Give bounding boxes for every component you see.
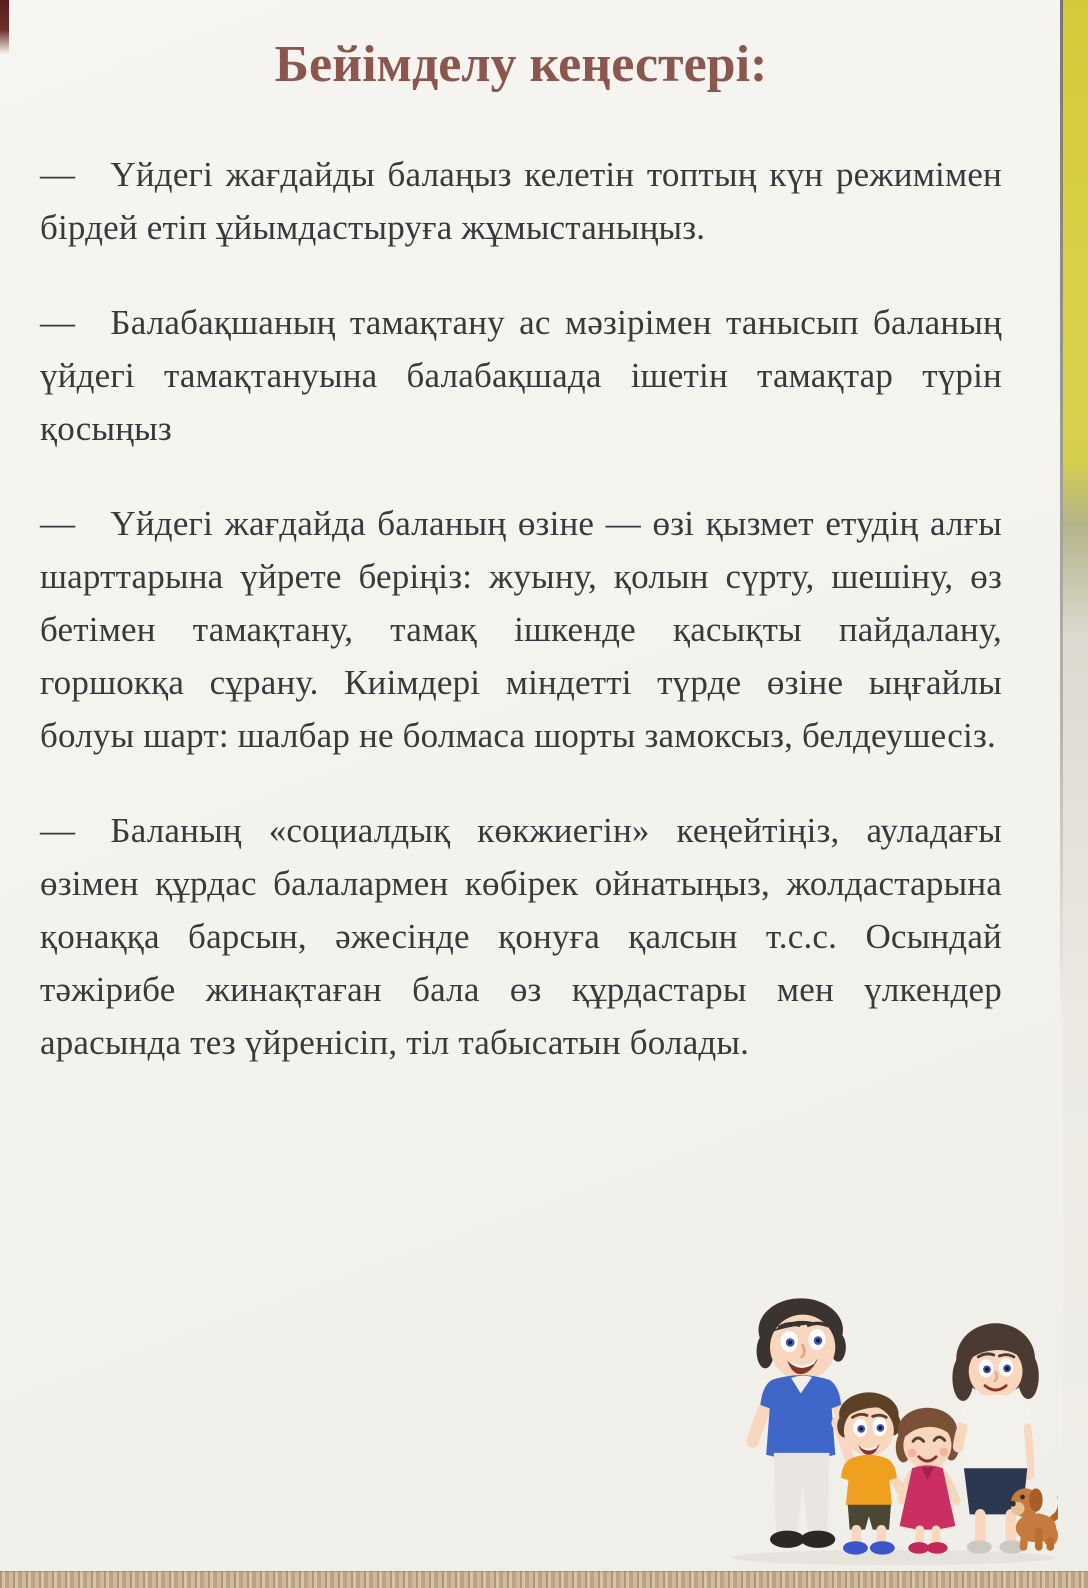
paragraph-social-horizon: — Баланың «социалдық көкжиегін» кеңейтіңіз, ауладағы өзімен құрдас балалармен көбірек ойнатыңыз, жолдастарына қонаққа барсын, әжесінде қонуға қалсын т.с.с. Осындай тәжірибе жинақтаған бала өз құрдастары мен үлкендер арасында тез үйренісіп, тіл табысатын болады. (40, 811, 1002, 1063)
yellow-mat-edge (1063, 0, 1088, 1588)
boy-figure (831, 1392, 904, 1554)
puppy-figure (1010, 1488, 1058, 1547)
family-illustration (722, 1282, 1058, 1570)
wooden-table-edge (0, 1571, 1088, 1588)
girl-figure (896, 1408, 959, 1554)
corner-shadow-mark (0, 0, 9, 54)
paragraph-self-service: — Үйдегі жағдайда баланың өзіне — өзі қызмет етудің алғы шарттарына үйрете беріңіз: жуыну, қолын сүрту, шешіну, өз бетімен тамақтану, тамақ ішкенде қасықты пайдалану, горшокқа сұрану. Киімдері міндетті түрде өзіне ыңғайлы болуы шарт: шалбар не болмаса шорты замоксыз, белдеушесіз. (40, 504, 1002, 756)
page-title: Бейімделу кеңестері: (274, 36, 768, 93)
paragraph-daily-routine: — Үйдегі жағдайды балаңыз келетін топтың күн режимімен бірдей етіп ұйымдастыруға жұмыстаныңыз. (40, 155, 1002, 248)
paragraph-kindergarten-menu: — Балабақшаның тамақтану ас мәзірімен танысып баланың үйдегі тамақтануына балабақшада ішетін тамақтар түрін қосыңыз (40, 303, 1002, 449)
document-content (40, 34, 1002, 1111)
